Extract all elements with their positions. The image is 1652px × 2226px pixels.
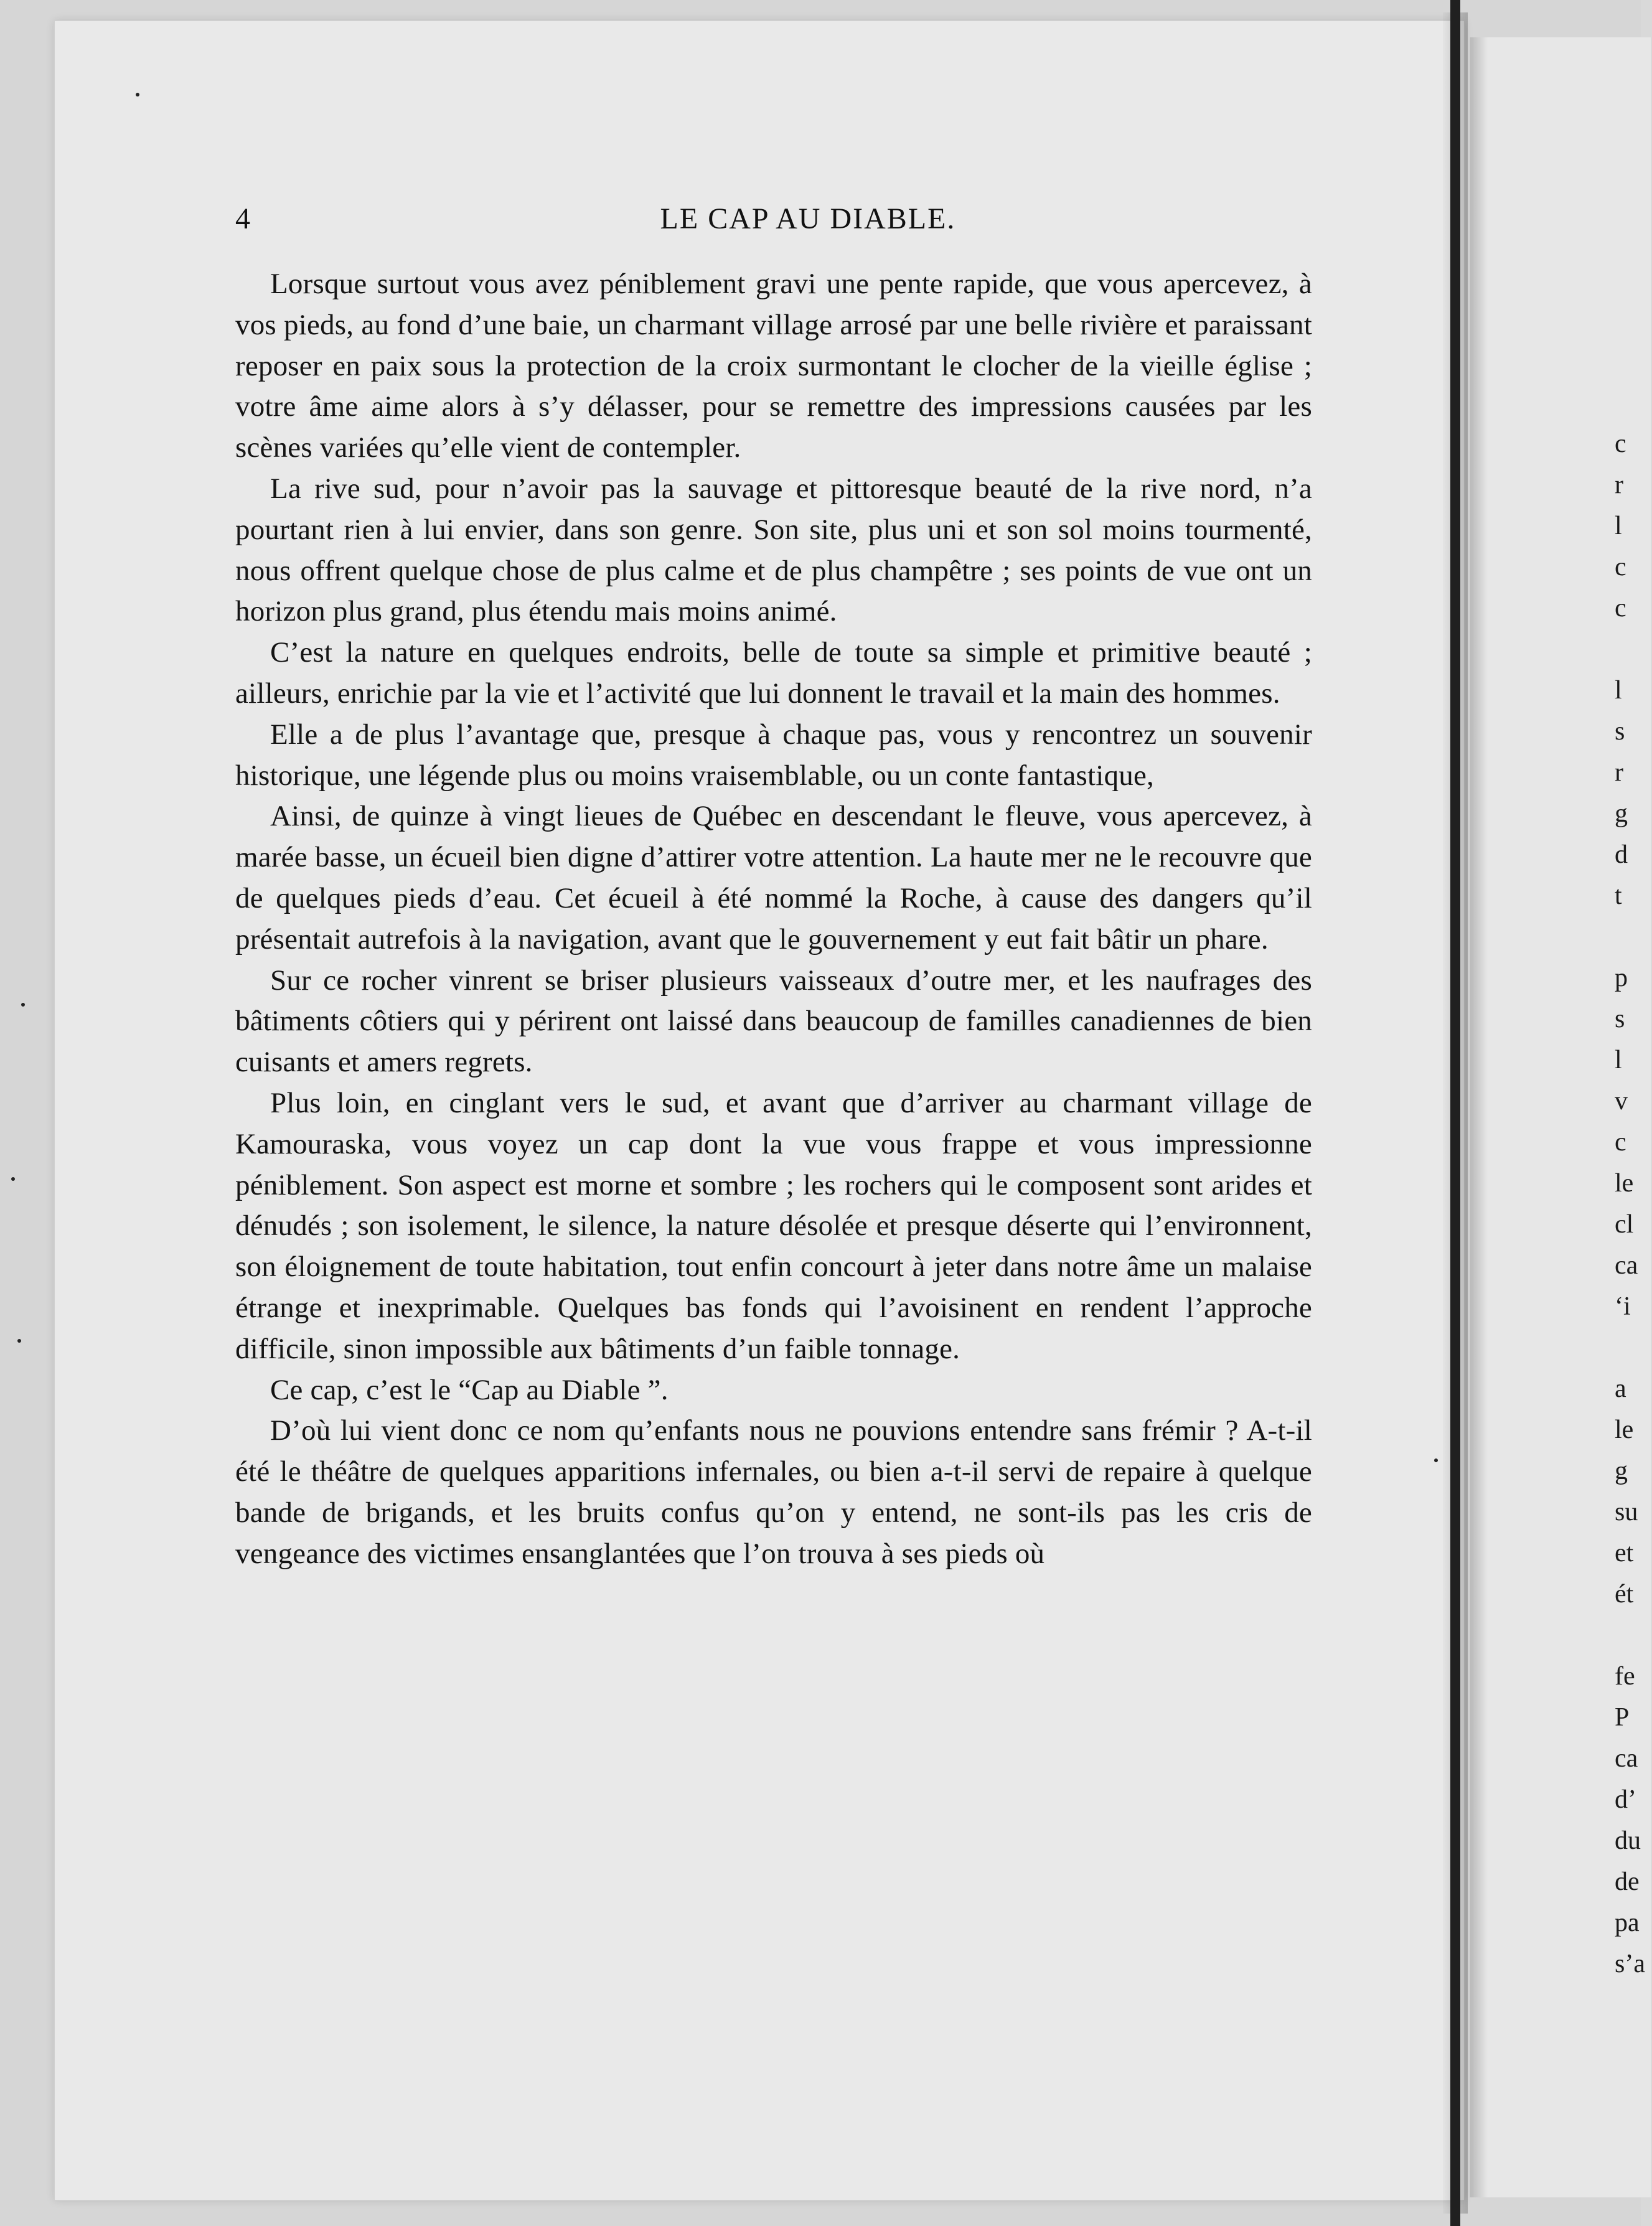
paragraph-1: Lorsque surtout vous avez péniblement gravi une pente rapide, que vous apercevez, à vos pieds, au fond d’une baie, un charmant village arrosé par une belle rivière et paraissant reposer en paix sous la protection de la croix surmontant le clocher de la vieille église ; votre âme aime alors à s’y délasser, pour se remettre des impressions causées par les scènes variées qu’elle vient de contempler. bbox=[235, 268, 1312, 464]
facing-page-fragment: ca bbox=[1615, 1251, 1638, 1280]
facing-page-fragment: c bbox=[1615, 1128, 1626, 1157]
facing-page-fragment: fe bbox=[1615, 1662, 1635, 1691]
facing-page-fragment: le bbox=[1615, 1416, 1634, 1444]
facing-page-fragment bbox=[1615, 1615, 1652, 1656]
facing-page-fragment: su bbox=[1615, 1498, 1638, 1526]
paragraph-4: Elle a de plus l’avantage que, presque à chaque pas, vous y rencontrez un souvenir historique, une légende plus ou moins vraisemblable, ou un conte fantastique, bbox=[235, 718, 1312, 792]
facing-page-fragment: r bbox=[1615, 758, 1623, 787]
facing-page-fragment: c bbox=[1615, 553, 1626, 581]
facing-page-fragment: l bbox=[1615, 512, 1622, 540]
facing-page-fragment: s bbox=[1615, 1005, 1625, 1033]
facing-page-fragment: pa bbox=[1615, 1909, 1640, 1937]
page-number: 4 bbox=[235, 202, 251, 235]
facing-page-fragment: cl bbox=[1615, 1210, 1634, 1239]
facing-page-fragment: ca bbox=[1615, 1744, 1638, 1773]
page-footer-space bbox=[55, 2088, 1464, 2200]
facing-page-fragment: t bbox=[1615, 881, 1622, 910]
facing-page-fragment: de bbox=[1615, 1867, 1640, 1896]
paragraph-7: Plus loin, en cinglant vers le sud, et avant que d’arriver au charmant village de Kamouraska, vous voyez un cap dont la vue vous frappe et vous impressionne péniblement. Son aspect est morne et sombre ; les rochers qui le composent sont arides et dénudés ; son isolement, le silence, la nature désolée et presque déserte qui l’environnent, son éloignement de toute habitation, tout enfin concourt à jeter dans notre âme un malaise étrange et inexprimable. Quelques bas fonds qui l’avoisinent en rendent l’approche difficile, sinon impossible aux bâtiments d’un faible tonnage. bbox=[235, 1086, 1312, 1365]
facing-page-fragment: l bbox=[1615, 1046, 1622, 1074]
facing-page-fragment: r bbox=[1615, 471, 1623, 499]
right-page bbox=[1469, 37, 1651, 2197]
facing-page-fragment: ét bbox=[1615, 1580, 1634, 1608]
scan-speck bbox=[17, 1339, 21, 1343]
facing-page-fragment bbox=[1615, 1327, 1652, 1368]
facing-page-fragment: g bbox=[1615, 799, 1628, 828]
facing-page-fragment: c bbox=[1615, 430, 1626, 458]
paragraph-8: Ce cap, c’est le “Cap au Diable ”. bbox=[270, 1373, 669, 1406]
facing-page-fragment: g bbox=[1615, 1457, 1628, 1485]
paragraph-5: Ainsi, de quinze à vingt lieues de Québec en descendant le fleuve, vous apercevez, à marée basse, un écueil bien digne d’attirer votre attention. La haute mer ne le recouvre que de quelques pieds d’eau. Cet écueil à été nommé la Roche, à cause des dangers qu’il présentait autrefois à la navigation, avant que le gouvernement y eut fait bâtir un phare. bbox=[235, 800, 1312, 956]
facing-page-fragment bbox=[1615, 916, 1652, 957]
facing-page-fragment: d’ bbox=[1615, 1785, 1636, 1814]
left-page bbox=[55, 21, 1464, 2200]
facing-page-fragment: d bbox=[1615, 840, 1628, 869]
book-gutter bbox=[1450, 0, 1460, 2226]
facing-page-fragment: P bbox=[1615, 1703, 1630, 1732]
facing-page-fragment: p bbox=[1615, 964, 1628, 992]
facing-page-text-fragments bbox=[1615, 37, 1652, 1984]
scan-speck bbox=[1434, 1458, 1438, 1462]
scan-speck bbox=[21, 1003, 25, 1007]
facing-page-fragment: du bbox=[1615, 1826, 1641, 1855]
facing-page-fragment: c bbox=[1615, 594, 1626, 622]
paragraph-9: D’où lui vient donc ce nom qu’enfants nous ne pouvions entendre sans frémir ? A-t-il été le théâtre de quelques apparitions infernales, ou bien a-t-il servi de repaire à quelque bande de brigands, et les bruits confus qu’on y entend, ne sont-ils pas les cris de vengeance des victimes ensanglantées que l’on trouva à ses pieds où bbox=[235, 1414, 1312, 1570]
facing-page-fragment: et bbox=[1615, 1539, 1634, 1567]
scan-speck bbox=[11, 1177, 15, 1181]
paragraph-6: Sur ce rocher vinrent se briser plusieurs vaisseaux d’outre mer, et les naufrages des bâtiments côtiers qui y périrent ont laissé dans beaucoup de familles canadiennes de bien cuisants et amers regrets. bbox=[235, 964, 1312, 1079]
running-title: LE CAP AU DIABLE. bbox=[660, 202, 956, 235]
right-page-shadow bbox=[1470, 37, 1488, 2197]
facing-page-fragment: ʻi bbox=[1615, 1292, 1631, 1321]
facing-page-fragment: l bbox=[1615, 676, 1622, 705]
paragraph-2: La rive sud, pour n’avoir pas la sauvage et pittoresque beauté de la rive nord, n’a pourtant rien à lui envier, dans son genre. Son site, plus uni et son sol moins tourmenté, nous offrent quelque chose de plus calme et de plus champêtre ; ses points de vue ont un horizon plus grand, plus étendu mais moins animé. bbox=[235, 472, 1312, 628]
main-text-block bbox=[235, 264, 1312, 1575]
paragraph-3: C’est la nature en quelques endroits, belle de toute sa simple et primitive beauté ; ailleurs, enrichie par la vie et l’activité que lui donnent le travail et la main des hommes. bbox=[235, 636, 1312, 710]
facing-page-fragment bbox=[1615, 629, 1652, 670]
facing-page-fragment: s’a bbox=[1615, 1950, 1645, 1978]
page-header bbox=[235, 202, 1381, 251]
scan-speck bbox=[136, 93, 139, 96]
facing-page-fragment: a bbox=[1615, 1374, 1626, 1403]
facing-page-fragment: v bbox=[1615, 1087, 1628, 1115]
facing-page-fragment: s bbox=[1615, 717, 1625, 746]
facing-page-fragment: le bbox=[1615, 1169, 1634, 1198]
